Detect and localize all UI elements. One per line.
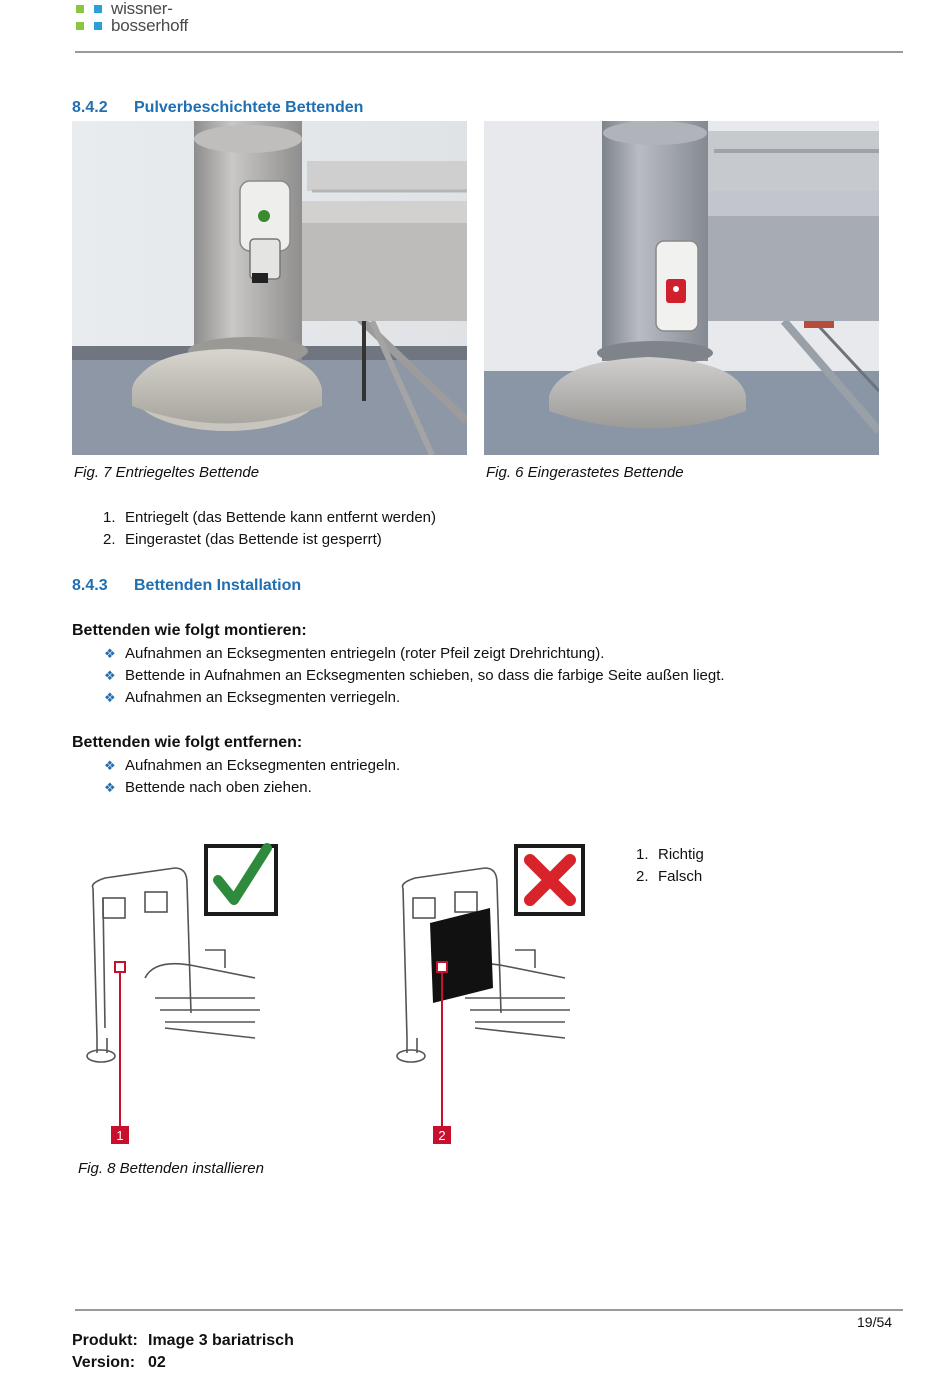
page-number: 19/54	[857, 1314, 893, 1330]
remove-heading: Bettenden wie folgt entfernen:	[72, 734, 303, 751]
section-843-number: 8.4.3	[72, 577, 108, 594]
legend-num-1: 1.	[636, 846, 649, 863]
bullet-icon: ❖	[104, 758, 116, 773]
photo-unlocked-bed-end	[72, 121, 467, 455]
bullet-icon: ❖	[104, 780, 116, 795]
logo-text-line2: bosserhoff	[111, 16, 189, 35]
logo-square-green-1	[76, 5, 84, 13]
bed-end-installation-drawing	[75, 838, 605, 1148]
fig8-caption: Fig. 8 Bettenden installieren	[78, 1160, 264, 1177]
remove-step-1: Aufnahmen an Ecksegmenten entriegeln.	[125, 757, 401, 774]
fig8-illustration	[75, 838, 605, 1148]
legend-num-2: 2.	[636, 868, 649, 885]
remove-step-2: Bettende nach oben ziehen.	[125, 779, 312, 796]
footer-product-label: Produkt:	[72, 1332, 138, 1349]
fig7-caption: Fig. 7 Entriegeltes Bettende	[74, 464, 260, 481]
bullet-icon: ❖	[104, 646, 116, 661]
list-item-text-1: Entriegelt (das Bettende kann entfernt werden)	[125, 509, 437, 526]
mount-step-1: Aufnahmen an Ecksegmenten entriegeln (roter Pfeil zeigt Drehrichtung).	[125, 645, 605, 662]
footer-rule	[75, 1309, 903, 1311]
header-rule	[75, 51, 903, 53]
logo-square-blue-2	[94, 22, 102, 30]
mount-step-2: Bettende in Aufnahmen an Ecksegmenten schieben, so dass die farbige Seite außen liegt.	[125, 667, 725, 684]
section-842-number: 8.4.2	[72, 99, 108, 116]
callout-2-label: 2	[438, 1128, 446, 1143]
mount-heading: Bettenden wie folgt montieren:	[72, 622, 307, 639]
section-843-title: Bettenden Installation	[134, 577, 302, 594]
list-item-num-1: 1.	[103, 509, 116, 526]
mount-step-3: Aufnahmen an Ecksegmenten verriegeln.	[125, 689, 401, 706]
photo-locked-illustration	[484, 121, 879, 455]
callout-1-marker	[115, 962, 125, 972]
legend-text-2: Falsch	[658, 868, 703, 885]
photo-unlocked-illustration	[72, 121, 467, 455]
callout-1-label: 1	[116, 1128, 124, 1143]
callout-2-marker	[437, 962, 447, 972]
footer-product-value: Image 3 bariatrisch	[148, 1332, 294, 1349]
fig6-caption: Fig. 6 Eingerastetes Bettende	[486, 464, 684, 481]
list-item-text-2: Eingerastet (das Bettende ist gesperrt)	[125, 531, 382, 548]
legend-text-1: Richtig	[658, 846, 704, 863]
list-item-num-2: 2.	[103, 531, 116, 548]
bullet-icon: ❖	[104, 668, 116, 683]
logo-square-blue-1	[94, 5, 102, 13]
logo-text-line1: wissner-	[111, 0, 173, 18]
logo-square-green-2	[76, 22, 84, 30]
footer-version-label: Version:	[72, 1354, 136, 1371]
section-842-title: Pulverbeschichtete Bettenden	[134, 99, 364, 116]
footer-version-value: 02	[148, 1354, 166, 1371]
bullet-icon: ❖	[104, 690, 116, 705]
colored-panel	[430, 908, 493, 1003]
photo-locked-bed-end	[484, 121, 879, 455]
